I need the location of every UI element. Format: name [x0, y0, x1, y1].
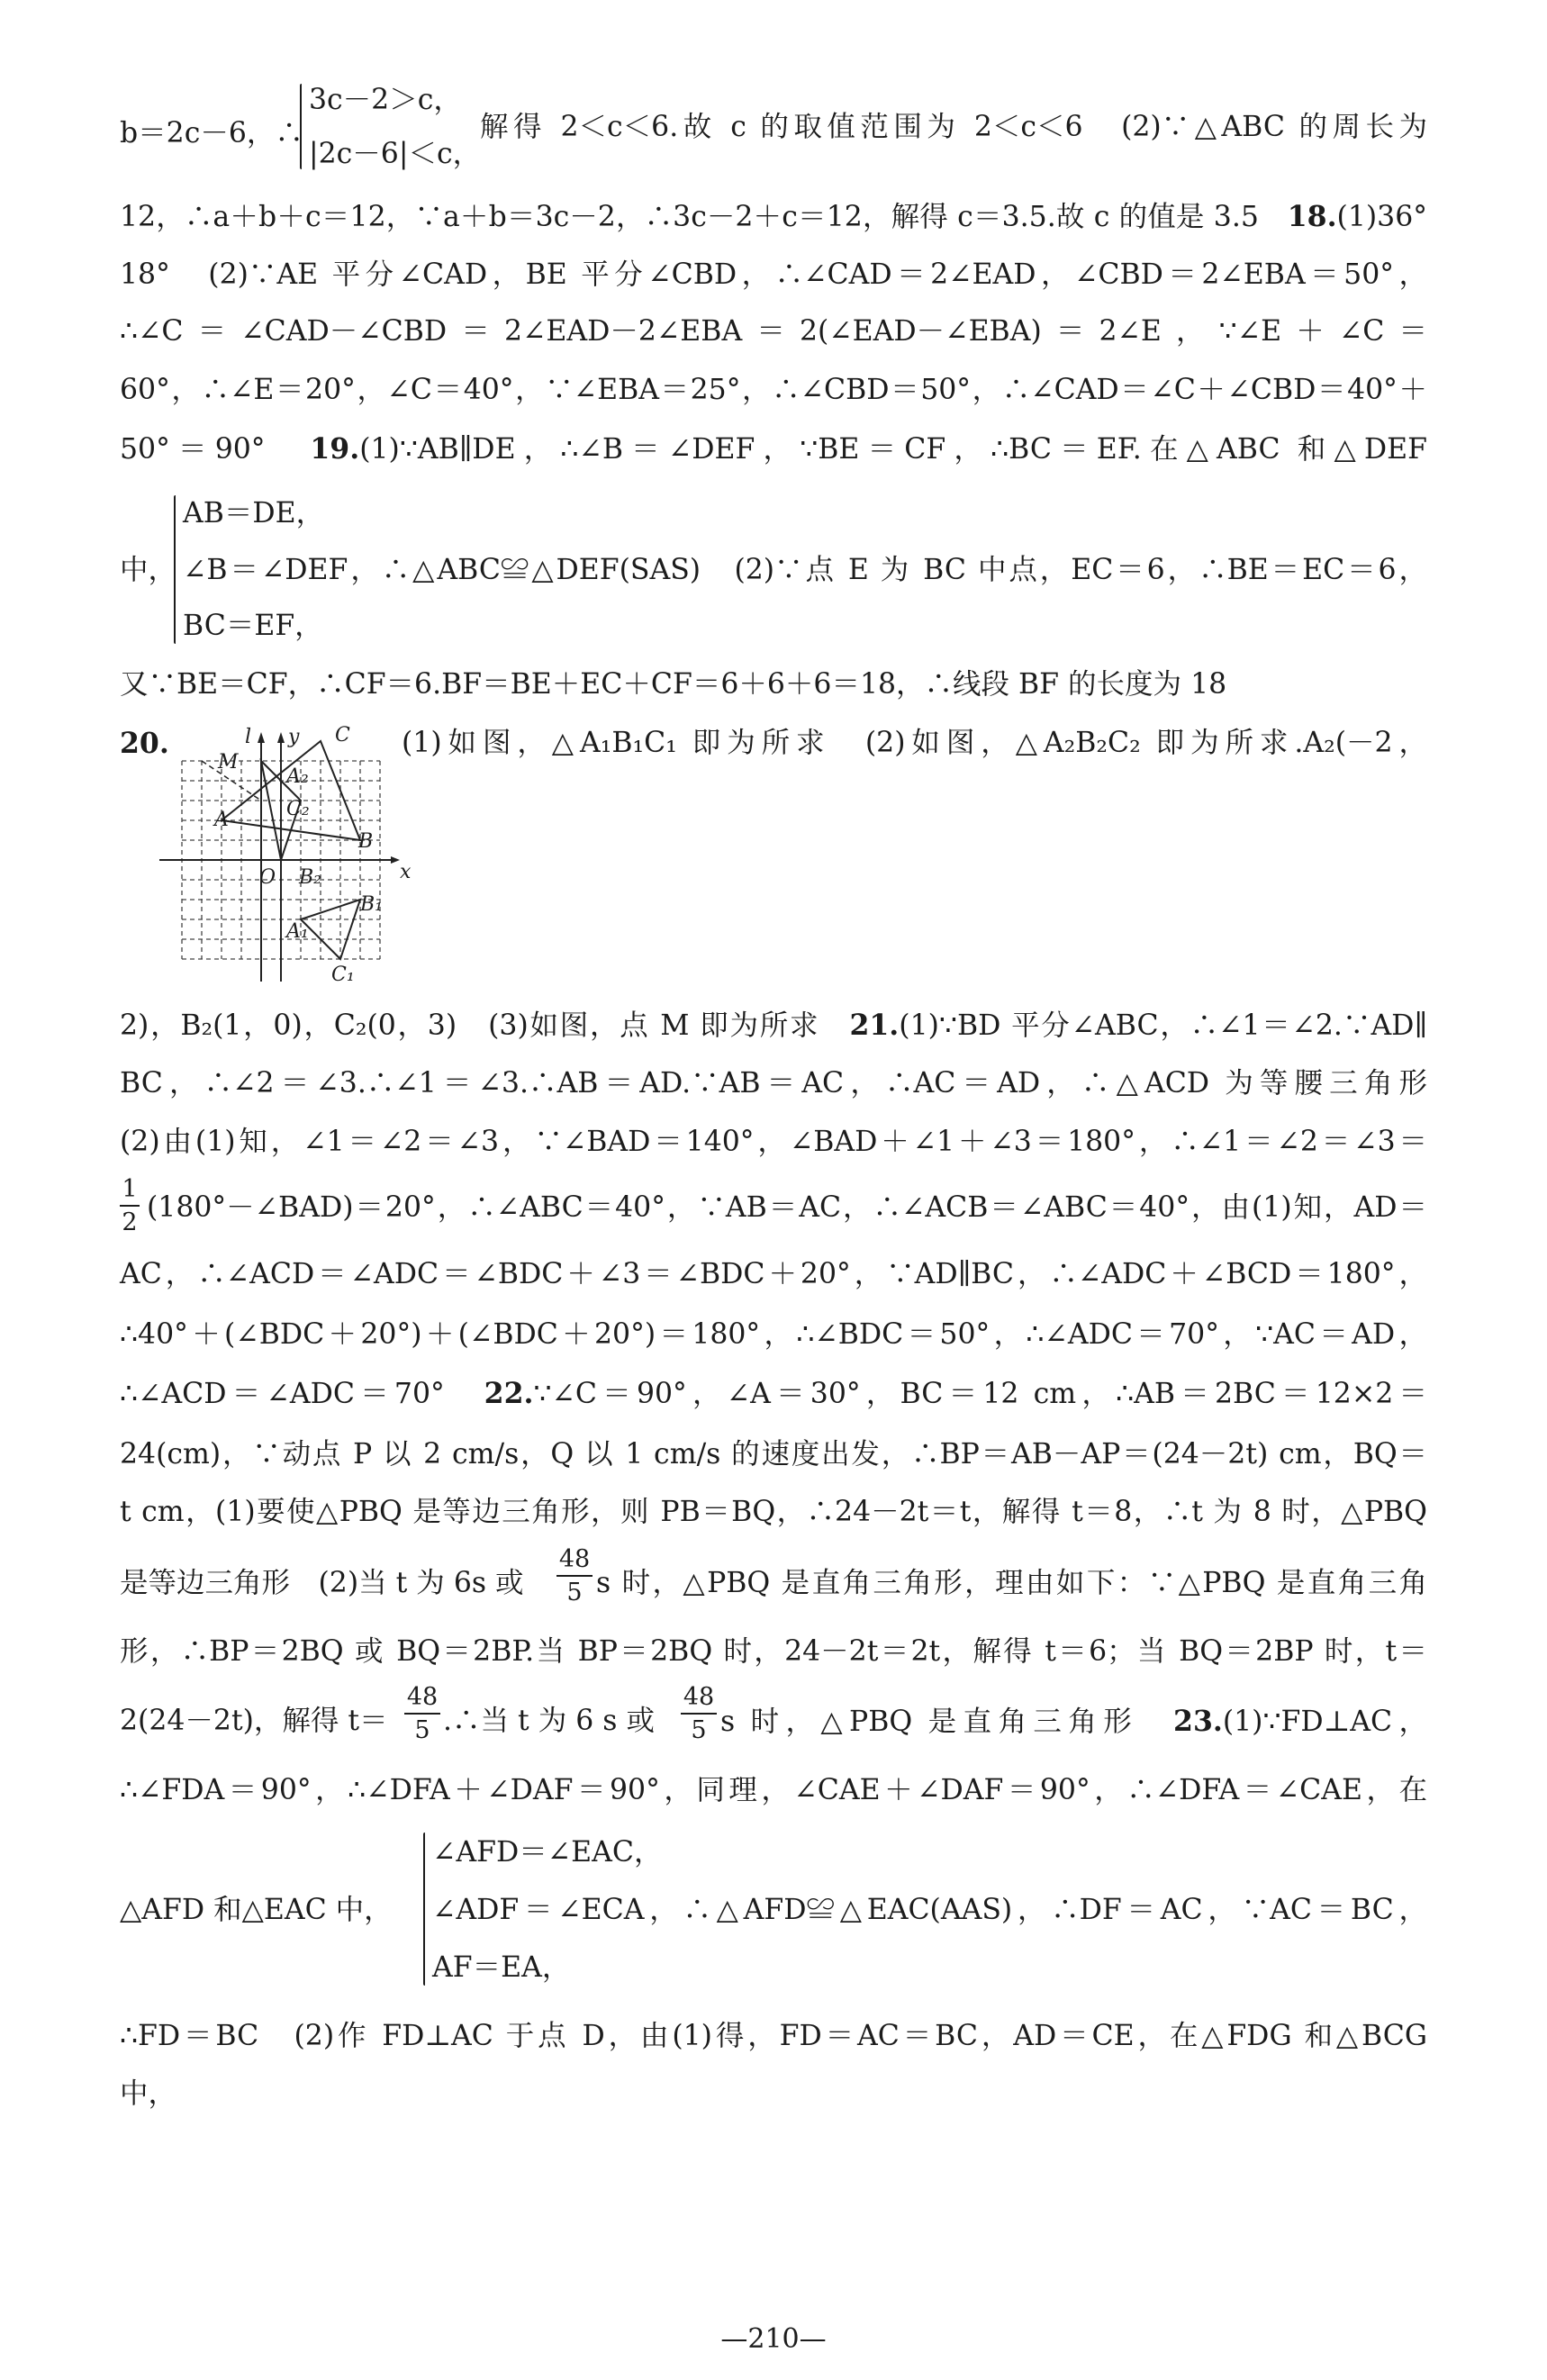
line6-prefix: 50°＝90°: [120, 433, 311, 466]
system3-row1: ∠AFD＝∠EAC，: [432, 1836, 663, 1869]
fraction-bar: [404, 1713, 440, 1715]
line10-prefix: 2)，B₂(1，0)，C₂(0，3) (3)如图，点 M 即为所求: [120, 1009, 850, 1042]
text-line-19-pre: 是等边三角形 (2)当 t 为 6s 或: [120, 1567, 524, 1599]
line16-prefix: ∴∠ACD＝∠ADC＝70°: [120, 1378, 484, 1410]
fraction-48-numerator: 48: [558, 1545, 591, 1573]
text-line-21-mid: .∴当 t 为 6 s 或: [443, 1705, 655, 1737]
fraction-48-numerator: 48: [683, 1683, 715, 1711]
fraction-48-numerator: 48: [406, 1683, 439, 1711]
fraction-48-5-c: [681, 1685, 717, 1742]
triangle-A1B1C1: [301, 900, 360, 959]
coordinate-grid-figure: [155, 725, 425, 986]
line16-post: ∵∠C＝90°，∠A＝30°，BC＝12 cm，∴AB＝2BC＝12×2＝: [533, 1378, 1427, 1410]
fraction-bar: [556, 1575, 593, 1577]
question-number-18: 18.: [1287, 200, 1337, 233]
label-A1: A₁: [286, 920, 309, 943]
question-number-23: 23.: [1173, 1705, 1223, 1738]
y-axis-arrow: [277, 732, 285, 743]
text-line-21-pre: 2(24－2t)，解得 t＝: [120, 1705, 388, 1737]
line10-post: (1)∵BD 平分∠ABC，∴∠1＝∠2.∵AD∥: [899, 1009, 1427, 1042]
text-line-4: ∴∠C＝∠CAD－∠CBD＝2∠EAD－2∠EBA＝2(∠EAD－∠EBA)＝2∠E，∵∠E＋∠C＝: [120, 315, 1427, 348]
question-number-22: 22.: [484, 1377, 534, 1410]
fraction-5-denominator: 5: [414, 1716, 430, 1744]
line7-prefix: 中，: [120, 554, 177, 586]
text-line-22: ∴∠FDA＝90°，∴∠DFA＋∠DAF＝90°，同理，∠CAE＋∠DAF＝90°，∴∠DFA＝∠CAE，在: [120, 1774, 1427, 1806]
line21-text: s 时，△PBQ 是直角三角形: [720, 1706, 1174, 1738]
text-line-13: (180°－∠BAD)＝20°，∴∠ABC＝40°，∵AB＝AC，∴∠ACB＝∠ABC＝40°，由(1)知，AD＝: [147, 1191, 1427, 1224]
line2-tail: (1)36°: [1336, 201, 1427, 233]
line7-post: [183, 554, 1427, 586]
line-l-arrow: [258, 732, 265, 743]
text-line-6: [120, 432, 1427, 466]
x-axis-arrow: [391, 856, 400, 864]
text-line-25: 中，: [120, 2077, 177, 2110]
text-line-8: 又∵BE＝CF，∴CF＝6.BF＝BE＋EC＋CF＝6＋6＋6＝18，∴线段 BF 的长度为 18: [120, 668, 1227, 701]
text-line-12: (2)由(1)知，∠1＝∠2＝∠3，∵∠BAD＝140°，∠BAD＋∠1＋∠3＝180°，∴∠1＝∠2＝∠3＝: [120, 1126, 1427, 1158]
system1-row1: 3c－2＞c，: [309, 84, 462, 116]
label-C2: C₂: [286, 798, 310, 820]
label-C: C: [335, 725, 350, 747]
text-line-10: [120, 1011, 1427, 1041]
line1-post: 解得 2＜c＜6.故 c 的取值范围为 2＜c＜6 (2)∵△ABC 的周长为: [480, 111, 1427, 143]
system2-row3: BC＝EF，: [183, 610, 323, 642]
question-number-21: 21.: [849, 1009, 900, 1042]
text-line-24: ∴FD＝BC (2)作 FD⊥AC 于点 D，由(1)得，FD＝AC＝BC，AD＝CE，在△FDG 和△BCG: [120, 2020, 1427, 2052]
label-A2: A₂: [286, 765, 309, 788]
text-line-14: AC，∴∠ACD＝∠ADC＝∠BDC＋∠3＝∠BDC＋20°，∵AD∥BC，∴∠ADC＋∠BCD＝180°，: [120, 1258, 1427, 1290]
label-x: x: [400, 861, 412, 883]
line7-text: ∠B＝∠DEF，∴△ABC≌△DEF(SAS) (2)∵点 E 为 BC 中点，EC＝6，∴BE＝EC＝6，: [183, 554, 1427, 586]
text-line-9: (1)如图，△A₁B₁C₁ 即为所求 (2)如图，△A₂B₂C₂ 即为所求.A₂(－2，: [402, 727, 1427, 759]
line23-prefix: △AFD 和△EAC 中，: [120, 1894, 393, 1926]
fraction-48-5-b: [404, 1685, 440, 1742]
text-line-20: 形，∴BP＝2BQ 或 BQ＝2BP.当 BP＝2BQ 时，24－2t＝2t，解得 t＝6；当 BQ＝2BP 时，t＝: [120, 1635, 1427, 1668]
label-C1: C₁: [331, 964, 355, 986]
label-l: l: [245, 726, 252, 748]
label-y: y: [288, 726, 300, 748]
text-line-21-post: [720, 1707, 1427, 1737]
fraction-half-denominator: 2: [122, 1208, 138, 1236]
brace-system-1: [300, 84, 302, 169]
label-O: O: [259, 866, 276, 889]
line6-post: (1)∵AB∥DE，∴∠B＝∠DEF，∵BE＝CF，∴BC＝EF.在△ABC 和△DEF: [359, 433, 1427, 466]
label-B1: B₁: [360, 893, 383, 916]
system1-row2: |2c－6|＜c，: [309, 138, 482, 170]
text-line-19-post: s 时，△PBQ 是直角三角形，理由如下：∵△PBQ 是直角三角: [596, 1567, 1427, 1599]
fraction-bar: [681, 1713, 717, 1715]
question-number-19: 19.: [310, 432, 360, 466]
label-M: M: [218, 751, 239, 774]
fraction-bar: [120, 1205, 140, 1207]
label-B2: B₂: [299, 866, 321, 889]
page-number: —210—: [720, 2323, 827, 2355]
text-line-2: [120, 200, 1427, 233]
fraction-one-half: [120, 1177, 140, 1235]
line23-post: ∠ADF＝∠ECA，∴△AFD≌△EAC(AAS)，∴DF＝AC，∵AC＝BC，: [432, 1894, 1427, 1926]
text-line-16: [120, 1377, 1427, 1410]
text-line-17: 24(cm)，∵动点 P 以 2 cm/s，Q 以 1 cm/s 的速度出发，∴BP＝AB－AP＝(24－2t) cm，BQ＝: [120, 1438, 1427, 1471]
fraction-5-denominator: 5: [566, 1579, 583, 1606]
fraction-half-numerator: 1: [122, 1175, 138, 1203]
line21-tail: (1)∵FD⊥AC，: [1222, 1706, 1428, 1738]
label-B: B: [358, 830, 374, 853]
label-A: A: [214, 809, 229, 831]
text-line-3: 18° (2)∵AE 平分∠CAD，BE 平分∠CBD，∴∠CAD＝2∠EAD，∠CBD＝2∠EBA＝50°，: [120, 258, 1427, 291]
text-line-5: 60°，∴∠E＝20°，∠C＝40°，∵∠EBA＝25°，∴∠CBD＝50°，∴∠CAD＝∠C＋∠CBD＝40°＋: [120, 374, 1427, 406]
question-number-20: 20.: [120, 727, 169, 760]
fraction-48-5-a: [556, 1547, 593, 1605]
system2-row1: AB＝DE，: [183, 497, 325, 529]
text-line-15: ∴40°＋(∠BDC＋20°)＋(∠BDC＋20°)＝180°，∴∠BDC＝50°，∴∠ADC＝70°，∵AC＝AD，: [120, 1318, 1427, 1351]
line1-prefix: b＝2c－6，∴: [120, 117, 303, 149]
line2-text: 12，∴a＋b＋c＝12，∵a＋b＝3c－2，∴3c－2＋c＝12，解得 c＝3.5.故 c 的值是 3.5: [120, 201, 1288, 233]
text-line-18: t cm，(1)要使△PBQ 是等边三角形，则 PB＝BQ，∴24－2t＝t，解得 t＝8，∴t 为 8 时，△PBQ: [120, 1496, 1427, 1528]
fraction-5-denominator: 5: [691, 1716, 707, 1744]
text-line-11: BC，∴∠2＝∠3.∴∠1＝∠3.∴AB＝AD.∵AB＝AC，∴AC＝AD，∴△ACD 为等腰三角形: [120, 1067, 1427, 1100]
system3-row3: AF＝EA，: [432, 1951, 571, 1984]
